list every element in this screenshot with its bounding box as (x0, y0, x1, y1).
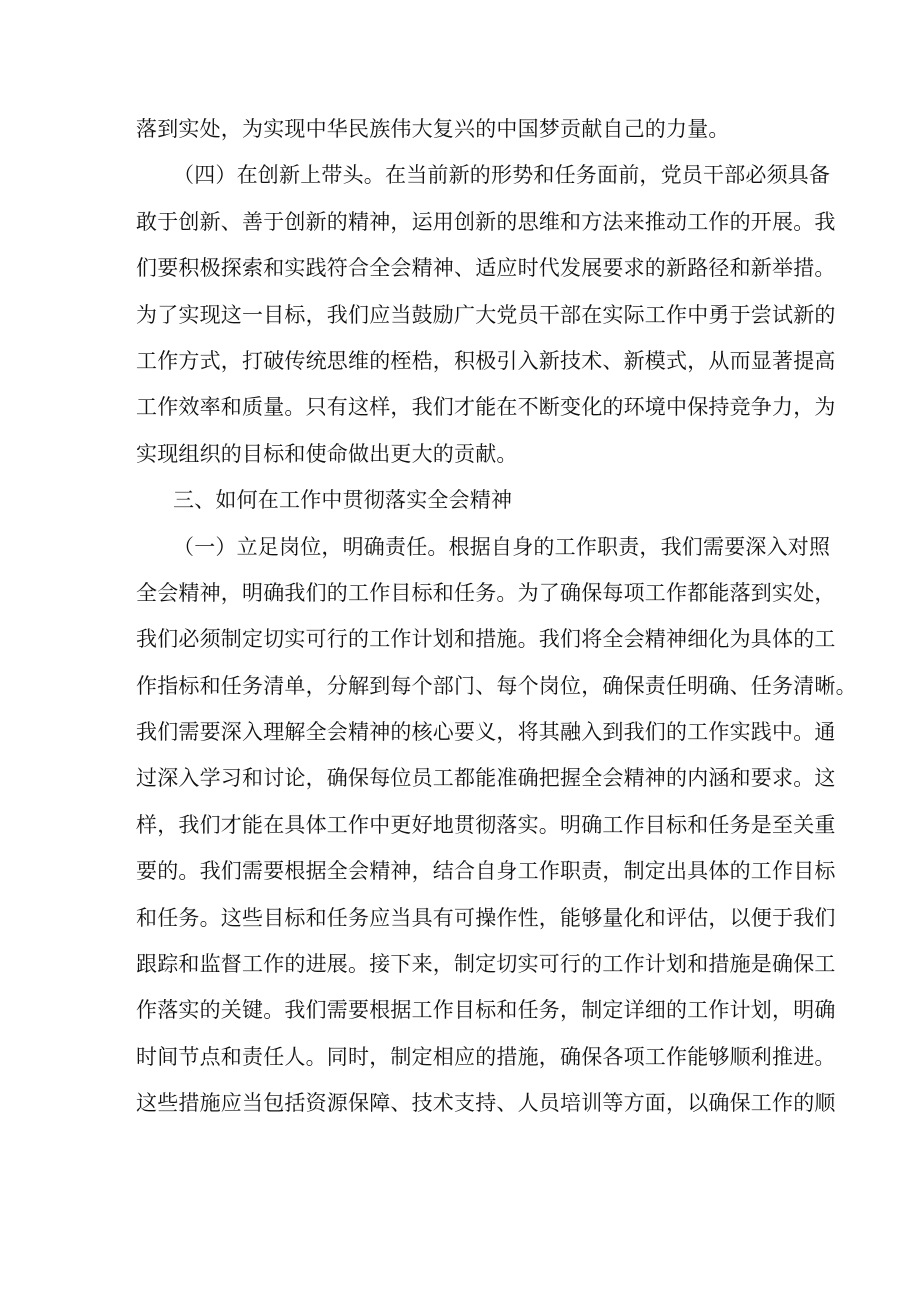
body-line: 我们需要深入理解全会精神的核心要义，将其融入到我们的工作实践中。通 (136, 720, 836, 745)
body-line: 要的。我们需要根据全会精神，结合自身工作职责，制定出具体的工作目标 (136, 859, 836, 884)
body-line: 工作效率和质量。只有这样，我们才能在不断变化的环境中保持竞争力，为 (136, 395, 836, 420)
body-line: 样，我们才能在具体工作中更好地贯彻落实。明确工作目标和任务是至关重 (136, 812, 836, 837)
body-line: 们要积极探索和实践符合全会精神、适应时代发展要求的新路径和新举措。 (136, 256, 836, 281)
body-line: 为了实现这一目标，我们应当鼓励广大党员干部在实际工作中勇于尝试新的 (136, 302, 836, 327)
body-line: 跟踪和监督工作的进展。接下来，制定切实可行的工作计划和措施是确保工 (136, 952, 836, 977)
body-line: 我们必须制定切实可行的工作计划和措施。我们将全会精神细化为具体的工 (136, 627, 836, 652)
body-line: 实现组织的目标和使命做出更大的贡献。 (136, 441, 518, 466)
body-line: 工作方式，打破传统思维的桎梏，积极引入新技术、新模式，从而显著提高 (136, 348, 836, 373)
body-line: 这些措施应当包括资源保障、技术支持、人员培训等方面，以确保工作的顺 (136, 1091, 836, 1116)
document-body (136, 106, 857, 1127)
body-line: 作指标和任务清单，分解到每个部门、每个岗位，确保责任明确、任务清晰。 (136, 673, 857, 698)
body-line: 过深入学习和讨论，确保每位员工都能准确把握全会精神的内涵和要求。这 (136, 766, 836, 791)
body-line: 时间节点和责任人。同时，制定相应的措施，确保各项工作能够顺利推进。 (136, 1044, 836, 1069)
body-line: 敢于创新、善于创新的精神，运用创新的思维和方法来推动工作的开展。我 (136, 209, 836, 234)
subsection-heading-line: （四）在创新上带头。在当前新的形势和任务面前，党员干部必须具备 (173, 163, 831, 188)
body-line: 和任务。这些目标和任务应当具有可操作性，能够量化和评估，以便于我们 (136, 905, 836, 930)
section-heading: 三、如何在工作中贯彻落实全会精神 (173, 488, 513, 513)
subsection-heading-line: （一）立足岗位，明确责任。根据自身的工作职责，我们需要深入对照 (173, 534, 831, 559)
body-line: 落到实处，为实现中华民族伟大复兴的中国梦贡献自己的力量。 (136, 117, 730, 141)
body-line: 全会精神，明确我们的工作目标和任务。为了确保每项工作都能落到实处， (136, 580, 836, 605)
body-line: 作落实的关键。我们需要根据工作目标和任务，制定详细的工作计划，明确 (136, 998, 836, 1023)
